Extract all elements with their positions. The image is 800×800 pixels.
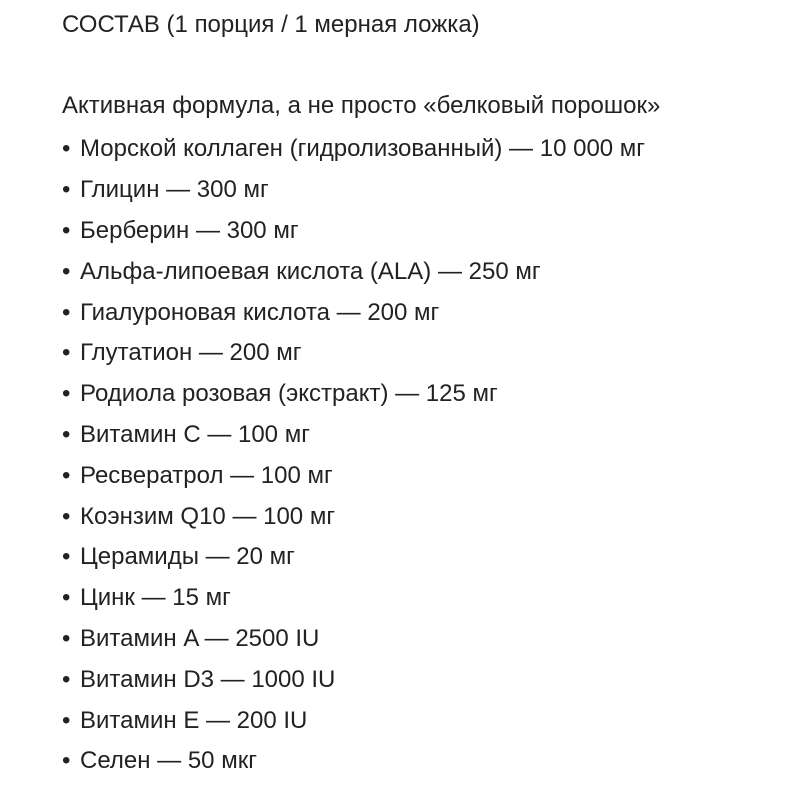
ingredients-list: [62, 129, 645, 782]
ingredient-text: Берберин — 300 мг: [80, 216, 299, 244]
ingredient-text: Витамин E — 200 IU: [80, 706, 308, 734]
ingredient-item: [62, 537, 645, 578]
ingredient-text: Глутатион — 200 мг: [80, 339, 302, 367]
ingredient-text: Морской коллаген (гидролизованный) — 10 000 мг: [80, 135, 646, 163]
ingredient-item: [62, 700, 645, 741]
ingredient-item: [62, 129, 645, 170]
composition-heading: СОСТАВ (1 порция / 1 мерная ложка): [62, 11, 480, 38]
ingredient-item: [62, 374, 645, 415]
ingredient-text: Витамин C — 100 мг: [80, 420, 310, 448]
ingredient-text: Альфа-липоевая кислота (ALA) — 250 мг: [80, 257, 541, 285]
ingredient-item: [62, 292, 645, 333]
bullet-icon: •: [62, 706, 71, 734]
ingredient-text: Гиалуроновая кислота — 200 мг: [80, 298, 440, 326]
bullet-icon: •: [62, 665, 71, 693]
bullet-icon: •: [62, 502, 71, 530]
bullet-icon: •: [62, 339, 71, 367]
ingredient-item: [62, 251, 645, 292]
bullet-icon: •: [62, 380, 71, 408]
ingredient-text: Цинк — 15 мг: [80, 584, 231, 612]
ingredient-text: Глицин — 300 мг: [80, 176, 269, 204]
bullet-icon: •: [62, 624, 71, 652]
ingredient-item: [62, 619, 645, 660]
ingredient-item: [62, 741, 645, 782]
bullet-icon: •: [62, 298, 71, 326]
bullet-icon: •: [62, 747, 71, 775]
ingredient-text: Ресвератрол — 100 мг: [80, 461, 333, 489]
ingredient-item: [62, 455, 645, 496]
bullet-icon: •: [62, 584, 71, 612]
ingredient-text: Коэнзим Q10 — 100 мг: [80, 502, 336, 530]
bullet-icon: •: [62, 543, 71, 571]
ingredient-item: [62, 333, 645, 374]
bullet-icon: •: [62, 176, 71, 204]
ingredient-text: Церамиды — 20 мг: [80, 543, 295, 571]
bullet-icon: •: [62, 257, 71, 285]
ingredient-text: Родиола розовая (экстракт) — 125 мг: [80, 380, 498, 408]
bullet-icon: •: [62, 216, 71, 244]
bullet-icon: •: [62, 461, 71, 489]
ingredient-item: [62, 170, 645, 211]
ingredient-item: [62, 659, 645, 700]
ingredient-item: [62, 496, 645, 537]
bullet-icon: •: [62, 135, 71, 163]
ingredient-item: [62, 415, 645, 456]
ingredient-text: Селен — 50 мкг: [80, 747, 257, 775]
formula-description: Активная формула, а не просто «белковый порошок»: [62, 92, 661, 119]
bullet-icon: •: [62, 420, 71, 448]
ingredient-text: Витамин A — 2500 IU: [80, 624, 320, 652]
ingredient-item: [62, 578, 645, 619]
ingredient-text: Витамин D3 — 1000 IU: [80, 665, 336, 693]
ingredient-item: [62, 211, 645, 252]
